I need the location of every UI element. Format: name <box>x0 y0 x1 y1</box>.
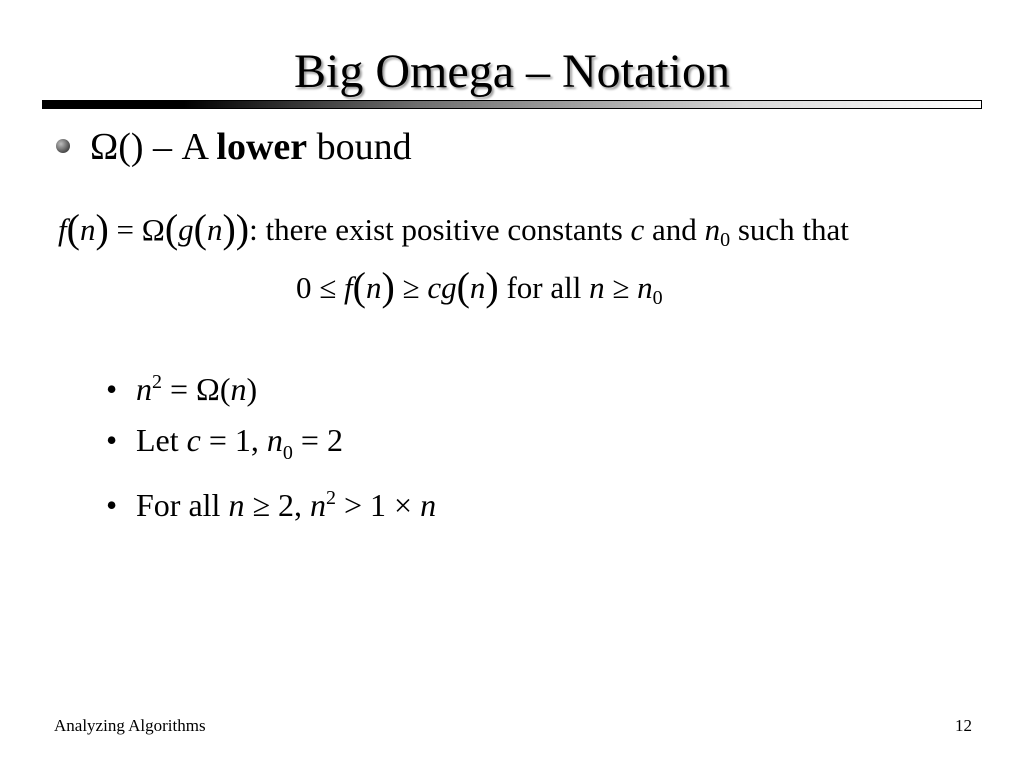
math-text: = Ω( <box>162 371 231 407</box>
formula-subscript: 0 <box>720 229 731 251</box>
formula-paren: ( <box>352 264 366 309</box>
formula-ge: ≥ <box>604 270 638 305</box>
list-item <box>106 360 436 418</box>
math-n: n <box>420 487 437 523</box>
formula-n: n <box>206 212 223 247</box>
formula-subscript: 0 <box>652 287 663 309</box>
math-n: n <box>230 371 247 407</box>
formula-g: g <box>178 212 194 247</box>
formula-ge: ≥ <box>394 270 428 305</box>
math-n: n <box>266 422 283 458</box>
bullet-dot-icon <box>56 139 70 153</box>
footer-course-title: Analyzing Algorithms <box>54 716 206 735</box>
formula-text: : there exist positive constants <box>249 212 631 247</box>
list-item <box>106 418 436 476</box>
footer-page-number: 12 <box>955 716 972 735</box>
math-subscript: 0 <box>282 442 293 464</box>
main-bullet-suffix: bound <box>307 126 412 168</box>
math-text: > 1 × <box>336 487 421 523</box>
math-text: ≥ 2, <box>244 487 310 523</box>
formula-zero-le: 0 ≤ <box>296 270 345 305</box>
bullet-dot-icon: • <box>106 371 118 407</box>
math-text: = 1, <box>200 422 267 458</box>
formula-c: c <box>630 212 645 247</box>
math-c: c <box>186 422 201 458</box>
formula-n: n <box>589 270 605 305</box>
formula-n: n <box>469 270 486 305</box>
math-exponent: 2 <box>152 371 162 393</box>
math-text: For all <box>136 487 229 523</box>
formula-text: such that <box>730 212 849 247</box>
list-item <box>106 476 436 534</box>
bullet-dot-icon: • <box>106 422 118 458</box>
formula-n0: n <box>704 212 721 247</box>
definition-line-1 <box>58 206 849 260</box>
main-bullet-prefix: () – A <box>118 126 217 168</box>
slide-title: Big Omega – Notation <box>294 45 730 98</box>
formula-text: and <box>644 212 705 247</box>
formula-n: n <box>365 270 382 305</box>
formula-f: f <box>344 270 353 305</box>
main-bullet <box>56 124 412 170</box>
title-divider <box>42 100 982 109</box>
sub-bullet-list <box>106 360 436 534</box>
math-text: = 2 <box>292 422 343 458</box>
formula-n0: n <box>637 270 653 305</box>
formula-cg: cg <box>427 270 457 305</box>
omega-symbol: Ω <box>90 126 119 168</box>
formula-paren: ) <box>235 206 250 251</box>
definition-line-2 <box>296 264 663 318</box>
formula-paren: ( <box>164 206 179 251</box>
formula-paren: ( <box>193 206 207 251</box>
math-n: n <box>310 487 326 523</box>
math-n: n <box>136 371 152 407</box>
math-text: Let <box>136 422 187 458</box>
formula-paren: ( <box>456 264 470 309</box>
formula-paren: ) <box>222 206 236 251</box>
math-exponent: 2 <box>326 487 336 509</box>
formula-f: f <box>58 212 67 247</box>
formula-paren: ) <box>381 264 395 309</box>
formula-equals-omega: = Ω <box>108 212 165 247</box>
main-bullet-bold-word: lower <box>216 126 308 168</box>
formula-n: n <box>79 212 96 247</box>
math-text: ) <box>246 371 258 407</box>
formula-paren: ) <box>95 206 109 251</box>
bullet-dot-icon: • <box>106 487 118 523</box>
formula-paren: ) <box>485 264 499 309</box>
math-n: n <box>228 487 245 523</box>
formula-text: for all <box>498 270 590 305</box>
formula-paren: ( <box>66 206 80 251</box>
